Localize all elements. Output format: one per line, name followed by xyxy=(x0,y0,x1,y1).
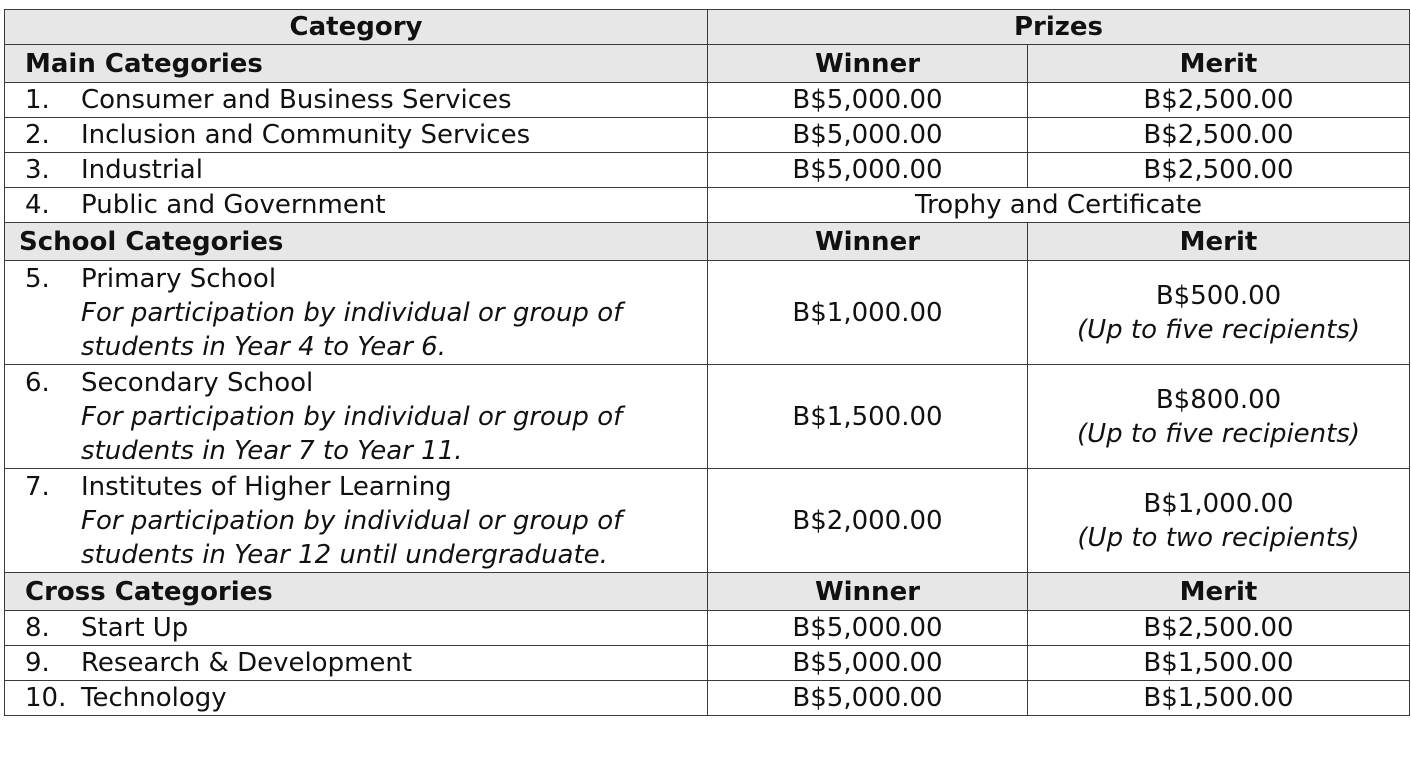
combined-prize: Trophy and Certificate xyxy=(708,188,1410,223)
merit-label: Merit xyxy=(1028,573,1410,611)
category-description: For participation by individual or group of students in Year 7 to Year 11. xyxy=(81,401,623,466)
winner-prize: B$2,000.00 xyxy=(708,469,1028,573)
merit-prize: B$500.00 xyxy=(1155,280,1282,311)
winner-prize: B$1,000.00 xyxy=(708,261,1028,365)
category-name: Start Up xyxy=(81,613,189,643)
category-number: 2. xyxy=(25,120,50,150)
section-header-cross xyxy=(5,573,1410,611)
category-name: Consumer and Business Services xyxy=(81,85,512,115)
merit-label: Merit xyxy=(1028,223,1410,261)
category-cell xyxy=(5,365,708,469)
header-category: Category xyxy=(5,10,708,45)
category-number: 3. xyxy=(25,155,50,185)
category-name: Industrial xyxy=(81,155,203,185)
winner-prize: B$5,000.00 xyxy=(708,153,1028,188)
merit-prize: B$1,000.00 xyxy=(1143,488,1294,519)
category-name: Research & Development xyxy=(81,648,413,678)
table-row xyxy=(5,681,1410,716)
category-number: 5. xyxy=(25,263,50,294)
prize-table xyxy=(4,9,1410,716)
table-row xyxy=(5,611,1410,646)
category-cell xyxy=(5,118,708,153)
section-title: Main Categories xyxy=(5,45,708,83)
table-row xyxy=(5,118,1410,153)
section-title: School Categories xyxy=(5,223,708,261)
category-cell xyxy=(5,188,708,223)
category-name: Primary School xyxy=(81,263,277,294)
table-header-row xyxy=(5,10,1410,45)
section-header-school xyxy=(5,223,1410,261)
category-name: Institutes of Higher Learning xyxy=(81,471,452,502)
table-row xyxy=(5,646,1410,681)
category-name: Technology xyxy=(81,683,227,713)
merit-prize: B$1,500.00 xyxy=(1028,646,1410,681)
merit-cell xyxy=(1028,469,1410,573)
category-number: 8. xyxy=(25,613,50,643)
merit-prize: B$800.00 xyxy=(1155,384,1282,415)
merit-prize: B$2,500.00 xyxy=(1028,83,1410,118)
merit-label: Merit xyxy=(1028,45,1410,83)
merit-prize: B$2,500.00 xyxy=(1028,153,1410,188)
section-header-main xyxy=(5,45,1410,83)
table-row xyxy=(5,153,1410,188)
merit-cell xyxy=(1028,261,1410,365)
winner-label: Winner xyxy=(708,573,1028,611)
winner-prize: B$5,000.00 xyxy=(708,611,1028,646)
table-row xyxy=(5,261,1410,365)
merit-cell xyxy=(1028,365,1410,469)
winner-prize: B$5,000.00 xyxy=(708,646,1028,681)
merit-prize: B$2,500.00 xyxy=(1028,118,1410,153)
table-row xyxy=(5,83,1410,118)
table-row xyxy=(5,365,1410,469)
category-number: 4. xyxy=(25,190,50,220)
category-name: Secondary School xyxy=(81,367,314,398)
category-cell xyxy=(5,261,708,365)
category-cell xyxy=(5,83,708,118)
merit-note: (Up to two recipients) xyxy=(1077,522,1360,553)
category-number: 1. xyxy=(25,85,50,115)
category-number: 10. xyxy=(25,683,67,713)
winner-prize: B$5,000.00 xyxy=(708,83,1028,118)
winner-prize: B$1,500.00 xyxy=(708,365,1028,469)
category-name: Inclusion and Community Services xyxy=(81,120,531,150)
winner-prize: B$5,000.00 xyxy=(708,681,1028,716)
category-number: 9. xyxy=(25,648,50,678)
section-title: Cross Categories xyxy=(5,573,708,611)
category-cell xyxy=(5,681,708,716)
category-name: Public and Government xyxy=(81,190,386,220)
category-cell xyxy=(5,153,708,188)
category-cell xyxy=(5,611,708,646)
winner-label: Winner xyxy=(708,45,1028,83)
merit-note: (Up to five recipients) xyxy=(1076,314,1361,345)
category-cell xyxy=(5,469,708,573)
header-prizes: Prizes xyxy=(708,10,1410,45)
category-description: For participation by individual or group of students in Year 4 to Year 6. xyxy=(81,297,623,362)
winner-label: Winner xyxy=(708,223,1028,261)
category-description: For participation by individual or group of students in Year 12 until undergraduate. xyxy=(81,505,623,570)
category-number: 6. xyxy=(25,367,50,398)
winner-prize: B$5,000.00 xyxy=(708,118,1028,153)
category-number: 7. xyxy=(25,471,50,502)
merit-note: (Up to five recipients) xyxy=(1076,418,1361,449)
table-row xyxy=(5,469,1410,573)
category-cell xyxy=(5,646,708,681)
table-row xyxy=(5,188,1410,223)
merit-prize: B$1,500.00 xyxy=(1028,681,1410,716)
merit-prize: B$2,500.00 xyxy=(1028,611,1410,646)
